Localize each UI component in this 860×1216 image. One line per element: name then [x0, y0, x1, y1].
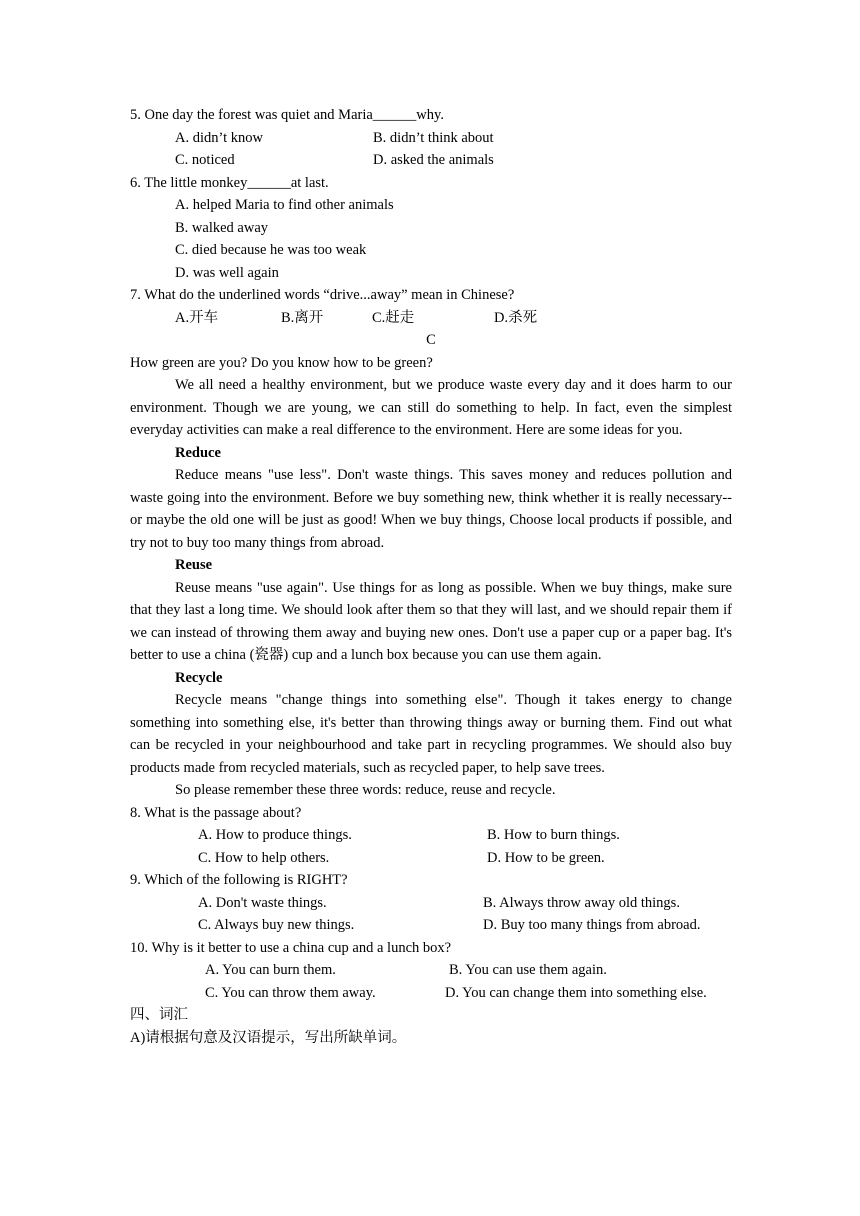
- q6-option-c: C. died because he was too weak: [175, 242, 367, 258]
- q7-option-b: B.离开: [281, 309, 324, 326]
- q10-option-d: D. You can change them into something else.: [445, 984, 707, 1001]
- q9-option-c: C. Always buy new things.: [198, 917, 355, 933]
- q6-option-b: B. walked away: [175, 219, 269, 236]
- paragraph-reduce: Reduce means "use less". Don't waste things. This saves money and reduces pollution and waste going into the environment. Before we buy something new, think whether it is really necessary--or maybe the old one will be just as good! When we buy things, Choose local products if possible, and try not to buy too many things from abroad.: [130, 467, 732, 551]
- question-9-stem: 9. Which of the following is RIGHT?: [130, 872, 348, 888]
- question-5-stem: 5. One day the forest was quiet and Maria______why.: [130, 107, 444, 123]
- q8-option-d: D. How to be green.: [487, 849, 605, 866]
- q5-option-b: B. didn’t think about: [373, 129, 494, 146]
- q8-option-b: B. How to burn things.: [487, 827, 620, 843]
- q9-option-a: A. Don't waste things.: [198, 894, 327, 911]
- exam-page: [130, 104, 732, 1049]
- q10-option-a: A. You can burn them.: [205, 962, 336, 978]
- q5-option-c: C. noticed: [175, 152, 235, 168]
- q9-option-b: B. Always throw away old things.: [483, 894, 680, 911]
- heading-recycle: Recycle: [175, 669, 223, 686]
- q6-option-a: A. helped Maria to find other animals: [175, 197, 394, 213]
- heading-reduce: Reduce: [175, 444, 221, 461]
- heading-reuse: Reuse: [175, 557, 213, 573]
- q7-option-a: A.开车: [175, 309, 219, 326]
- q8-option-c: C. How to help others.: [198, 849, 330, 866]
- question-8-options-cd: [130, 847, 732, 870]
- question-10-stem: 10. Why is it better to use a china cup and a lunch box?: [130, 939, 452, 956]
- section-4-title: 四、词汇: [130, 1007, 188, 1023]
- question-9-options-cd: [130, 914, 732, 937]
- q6-option-d: D. was well again: [175, 264, 279, 281]
- question-7-options: [130, 307, 732, 330]
- q5-option-a: A. didn’t know: [175, 129, 263, 146]
- q7-option-d: D.杀死: [494, 309, 538, 326]
- question-7-stem: 7. What do the underlined words “drive...away” mean in Chinese?: [130, 287, 515, 303]
- paragraph-recycle: Recycle means "change things into something else". Though it takes energy to change something into something else, it's better than throwing things away or burning them. Find out what can be recycled in your neighbourhood and take part in recycling programmes. We should also buy products made from recycled materials, such as recycled paper, to help save trees.: [130, 692, 732, 776]
- passage-paragraph-1: We all need a healthy environment, but we produce waste every day and it does harm to our environment. Though we are young, we can still do something to help. In fact, even the simplest everyday activities can make a real difference to the environment. Here are some ideas for you.: [130, 377, 732, 438]
- q10-option-c: C. You can throw them away.: [205, 984, 376, 1001]
- q8-option-a: A. How to produce things.: [198, 827, 352, 843]
- q5-option-d: D. asked the animals: [373, 152, 494, 168]
- question-10-options-ab: [130, 959, 732, 982]
- question-10-options-cd: [130, 982, 732, 1005]
- q10-option-b: B. You can use them again.: [449, 962, 607, 978]
- q9-option-d: D. Buy too many things from abroad.: [483, 917, 701, 933]
- question-8-options-ab: [130, 824, 732, 847]
- section-4-instruction: A)请根据句意及汉语提示，写出所缺单词。: [130, 1029, 407, 1046]
- passage-intro: How green are you? Do you know how to be green?: [130, 354, 433, 371]
- paragraph-reuse: Reuse means "use again". Use things for as long as possible. When we buy things, make sure that they last a long time. We should look after them so that they will last, and we should repair them if we can instead of throwing them away and buying new ones. Don't use a paper cup or a paper bag. It's better to use a china (瓷器) cup and a lunch box because you can use them again.: [130, 579, 732, 663]
- question-5-options-cd: [130, 149, 732, 172]
- question-5-options-ab: [130, 127, 732, 150]
- q7-option-c: C.赶走: [372, 309, 415, 326]
- question-8-stem: 8. What is the passage about?: [130, 804, 302, 821]
- section-c-label: C: [426, 332, 436, 348]
- paragraph-conclusion: So please remember these three words: reduce, reuse and recycle.: [175, 782, 556, 798]
- question-6-stem: 6. The little monkey______at last.: [130, 174, 329, 191]
- question-9-options-ab: [130, 892, 732, 915]
